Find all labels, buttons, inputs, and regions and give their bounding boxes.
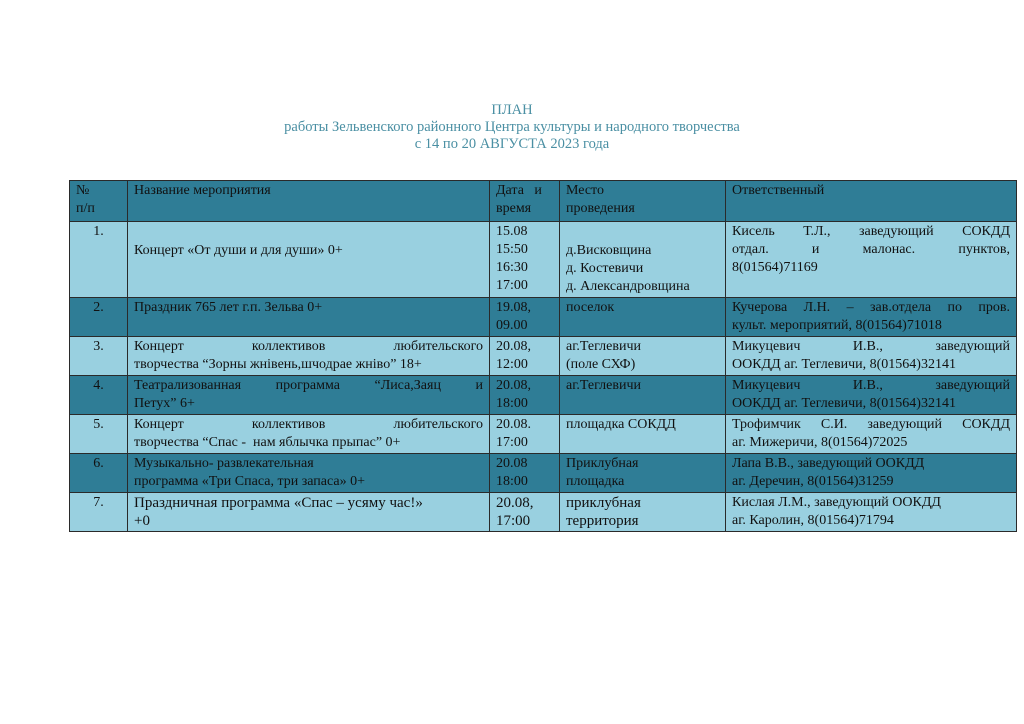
event-place: д.Висковщина д. Костевичи д. Александровщина bbox=[560, 222, 726, 298]
row-num: 7. bbox=[70, 493, 128, 532]
event-place: аг.Теглевичи bbox=[560, 376, 726, 415]
event-responsible: Кисель Т.Л., заведующий СОКДД отдал. и малонас. пунктов, 8(01564)71169 bbox=[726, 222, 1017, 298]
heading-period: с 14 по 20 АВГУСТА 2023 года bbox=[414, 136, 610, 152]
document-heading bbox=[0, 102, 1024, 153]
row-num: 3. bbox=[70, 337, 128, 376]
event-date: 20.08, 17:00 bbox=[490, 493, 560, 532]
header-place: Место проведения bbox=[560, 181, 726, 222]
event-name: Концерт коллективов любительского творчества “Зорны жнiвень,шчодрае жнiво” 18+ bbox=[128, 337, 490, 376]
table-row bbox=[70, 454, 1017, 493]
row-num: 2. bbox=[70, 298, 128, 337]
events-table bbox=[69, 180, 1017, 532]
header-num: № п/п bbox=[70, 181, 128, 222]
event-responsible: Микуцевич И.В., заведующий ООКДД аг. Теглевичи, 8(01564)32141 bbox=[726, 376, 1017, 415]
table-header-row bbox=[70, 181, 1017, 222]
event-responsible: Микуцевич И.В., заведующий ООКДД аг. Теглевичи, 8(01564)32141 bbox=[726, 337, 1017, 376]
table-row bbox=[70, 376, 1017, 415]
event-place: поселок bbox=[560, 298, 726, 337]
event-name: Театрализованная программа “Лиса,Заяц и Петух” 6+ bbox=[128, 376, 490, 415]
event-responsible: Трофимчик С.И. заведующий СОКДД аг. Мижеричи, 8(01564)72025 bbox=[726, 415, 1017, 454]
table-row bbox=[70, 222, 1017, 298]
event-name: Праздник 765 лет г.п. Зельва 0+ bbox=[128, 298, 490, 337]
event-date: 20.08 18:00 bbox=[490, 454, 560, 493]
event-place: Приклубная площадка bbox=[560, 454, 726, 493]
event-date: 20.08, 12:00 bbox=[490, 337, 560, 376]
heading-subtitle: работы Зельвенского районного Центра культуры и народного творчества bbox=[284, 119, 740, 135]
heading-title: ПЛАН bbox=[491, 102, 533, 118]
event-responsible: Кислая Л.М., заведующий ООКДД аг. Каролин, 8(01564)71794 bbox=[726, 493, 1017, 532]
header-responsible: Ответственный bbox=[726, 181, 1017, 222]
event-name: Концерт «От души и для души» 0+ bbox=[128, 222, 490, 298]
row-num: 1. bbox=[70, 222, 128, 298]
header-name: Название мероприятия bbox=[128, 181, 490, 222]
event-name: Музыкально- развлекательная программа «Три Спаса, три запаса» 0+ bbox=[128, 454, 490, 493]
table-row bbox=[70, 415, 1017, 454]
event-responsible: Кучерова Л.Н. – зав.отдела по пров. культ. мероприятий, 8(01564)71018 bbox=[726, 298, 1017, 337]
event-date: 20.08, 18:00 bbox=[490, 376, 560, 415]
event-date: 19.08, 09.00 bbox=[490, 298, 560, 337]
event-place: приклубная территория bbox=[560, 493, 726, 532]
event-place: площадка СОКДД bbox=[560, 415, 726, 454]
table-row bbox=[70, 493, 1017, 532]
event-date: 15.08 15:50 16:30 17:00 bbox=[490, 222, 560, 298]
row-num: 5. bbox=[70, 415, 128, 454]
event-place: аг.Теглевичи (поле СХФ) bbox=[560, 337, 726, 376]
event-responsible: Лапа В.В., заведующий ООКДД аг. Деречин, 8(01564)31259 bbox=[726, 454, 1017, 493]
event-name: Праздничная программа «Спас – усяму час!» +0 bbox=[128, 493, 490, 532]
table-row bbox=[70, 298, 1017, 337]
table-row bbox=[70, 337, 1017, 376]
event-name: Концерт коллективов любительского творчества “Спас - нам яблычка прыпас” 0+ bbox=[128, 415, 490, 454]
row-num: 6. bbox=[70, 454, 128, 493]
row-num: 4. bbox=[70, 376, 128, 415]
header-date: Дата и время bbox=[490, 181, 560, 222]
event-date: 20.08. 17:00 bbox=[490, 415, 560, 454]
